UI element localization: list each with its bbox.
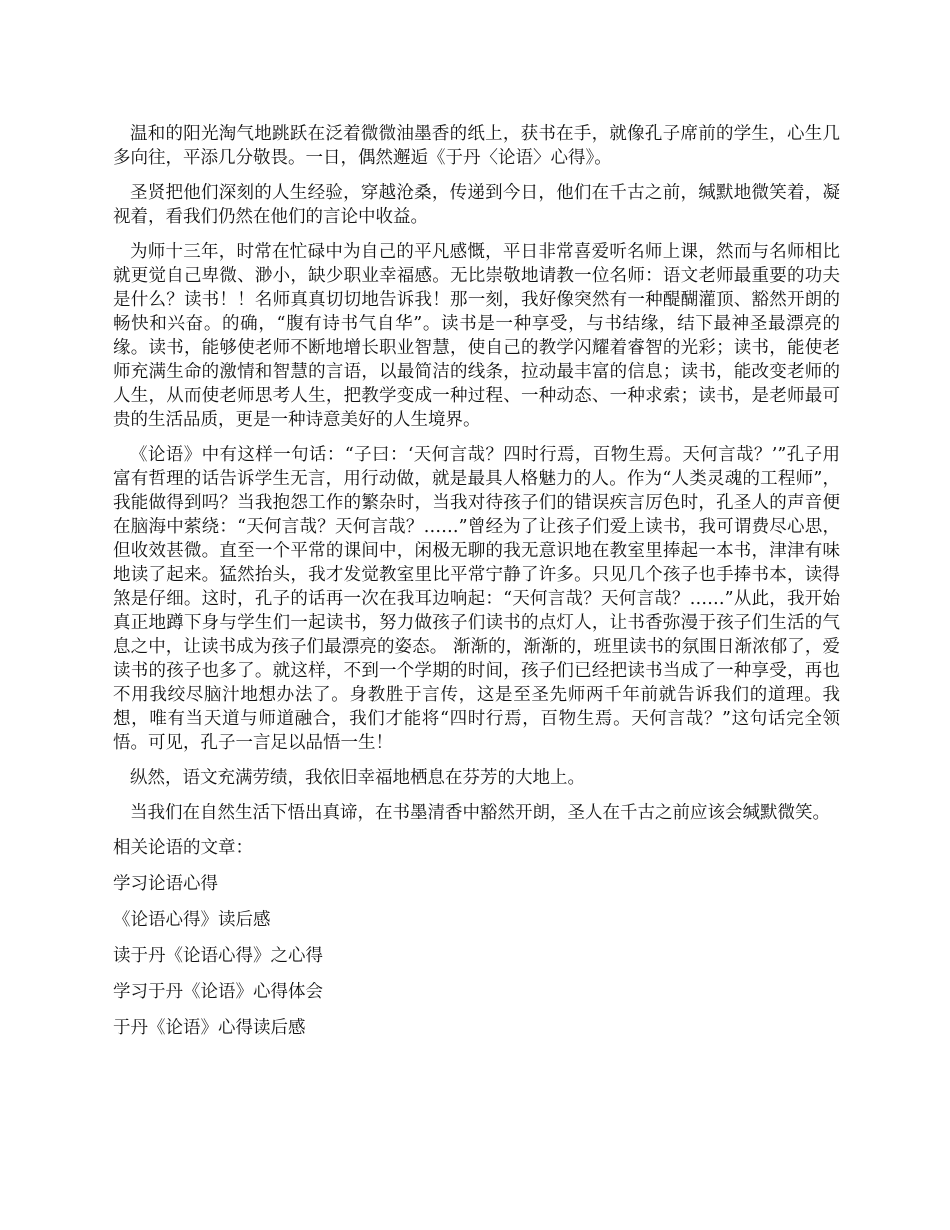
paragraph-conclusion: 当我们在自然生活下悟出真谛，在书墨清香中豁然开朗，圣人在千古之前应该会缄默微笑。 [130,803,830,823]
related-articles-heading: 相关论语的文章： [113,838,253,858]
paragraph-happiness: 纵然，语文充满劳绩，我依旧幸福地栖息在芬芳的大地上。 [130,768,585,788]
related-article-link[interactable]: 《论语心得》读后感 [113,910,271,930]
related-article-link[interactable]: 于丹《论语》心得读后感 [113,1018,306,1038]
related-article-link[interactable]: 学习论语心得 [113,874,218,894]
related-article-link[interactable]: 读于丹《论语心得》之心得 [113,946,323,966]
document-page [113,122,840,1052]
paragraph-sages: 圣贤把他们深刻的人生经验，穿越沧桑，传递到今日，他们在千古之前，缄默地微笑着，凝视着，看我们仍然在他们的言论中收益。 [113,183,840,227]
related-article-link[interactable]: 学习于丹《论语》心得体会 [113,982,323,1002]
paragraph-intro: 温和的阳光淘气地跳跃在泛着微微油墨香的纸上，获书在手，就像孔子席前的学生，心生几多向往，平添几分敬畏。一日，偶然邂逅《于丹〈论语〉心得》。 [113,124,840,168]
paragraph-teacher-reading: 为师十三年，时常在忙碌中为自己的平凡感慨，平日非常喜爱听名师上课，然而与名师相比就更觉自己卑微、渺小，缺少职业幸福感。无比崇敬地请教一位名师：语文老师最重要的功夫是什么？读书！！名师真真切切地告诉我！那一刻，我好像突然有一种醍醐灌顶、豁然开朗的畅快和兴奋。的确，“腹有诗书气自华”。读书是一种享受，与书结缘，结下最神圣最漂亮的缘。读书，能够使老师不断地增长职业智慧，使自己的教学闪耀着睿智的光彩；读书，能使老师充满生命的激情和智慧的言语，以最简洁的线条，拉动最丰富的信息；读书，能改变老师的人生，从而使老师思考人生，把教学变成一种过程、一种动态、一种求索；读书，是老师最可贵的生活品质，更是一种诗意美好的人生境界。 [113,242,840,430]
paragraph-analects-quote: 《论语》中有这样一句话：“子曰：‘天何言哉？四时行焉，百物生焉。天何言哉？’”孔子用富有哲理的话告诉学生无言，用行动做，就是最具人格魅力的人。作为“人类灵魂的工程师”，我能做得到吗？当我抱怨工作的繁杂时，当我对待孩子们的错误疾言厉色时，孔圣人的声音便在脑海中萦绕：“天何言哉？天何言哉？……”曾经为了让孩子们爱上读书，我可谓费尽心思，但收效甚微。直至一个平常的课间中，闲极无聊的我无意识地在教室里捧起一本书，津津有味地读了起来。猛然抬头，我才发觉教室里比平常宁静了许多。只见几个孩子也手捧书本，读得煞是仔细。这时，孔子的话再一次在我耳边响起：“天何言哉？天何言哉？……”从此，我开始真正地蹲下身与学生们一起读书，努力做孩子们读书的点灯人，让书香弥漫于孩子们生活的气息之中，让读书成为孩子们最漂亮的姿态。 渐渐的，渐渐的，班里读书的氛围日渐浓郁了，爱读书的孩子也多了。就这样，不到一个学期的时间，孩子们已经把读书当成了一种享受，再也不用我绞尽脑汁地想办法了。身教胜于言传，这是至圣先师两千年前就告诉我们的道理。我想，唯有当天道与师道融合，我们才能将“四时行焉，百物生焉。天何言哉？”这句话完全领悟。可见，孔子一言足以品悟一生！ [113,445,840,753]
